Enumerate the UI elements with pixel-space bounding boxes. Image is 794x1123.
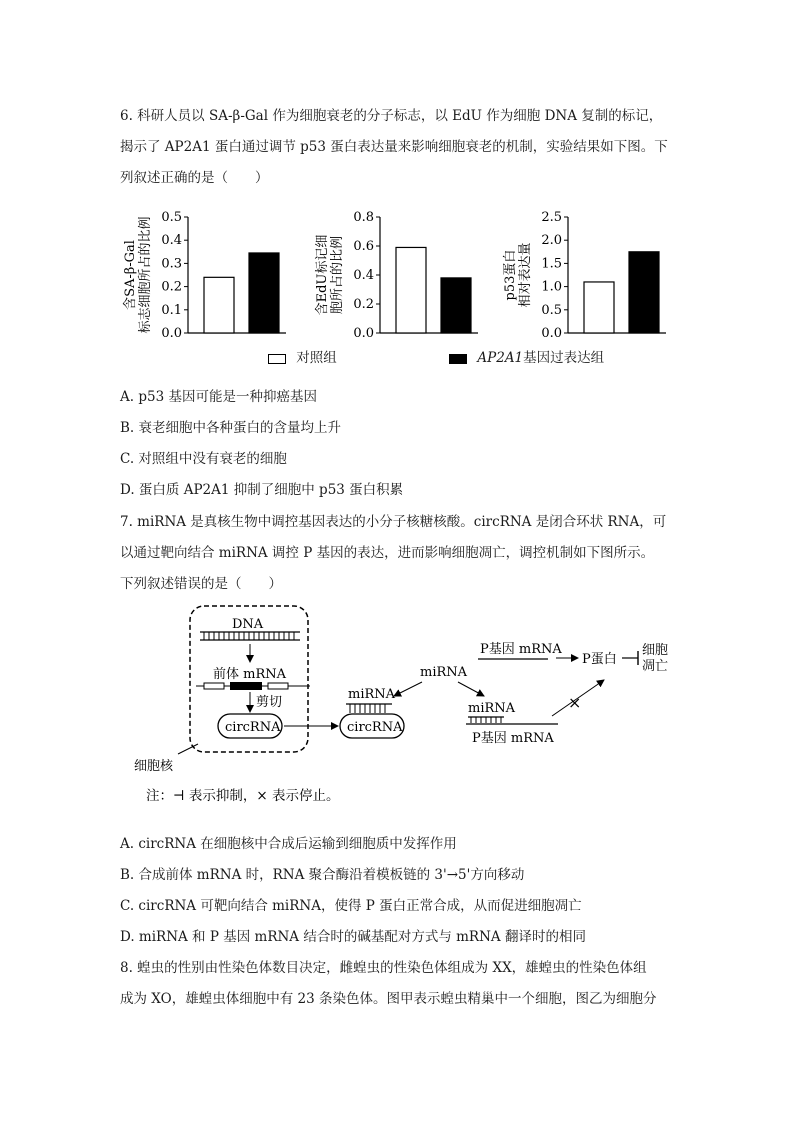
bar-2-overexpression [629, 252, 659, 333]
q7-stem-line-2: 以通过靶向结合 miRNA 调控 P 基因的表达，进而影响细胞凋亡，调控机制如下图所示。 [120, 545, 655, 561]
nucleus-label: 细胞核 [134, 759, 174, 774]
q6-stem-line-1: 6. 科研人员以 SA-β-Gal 作为细胞衰老的分子标志，以 EdU 作为细胞 DNA 复制的标记， [120, 108, 663, 124]
y-tick-label-0-5: 0.0 [161, 326, 182, 341]
legend-gene-name: AP2A1 [477, 350, 524, 366]
legend-swatch-overexpression [449, 354, 467, 364]
y-tick-label-2-2: 1.5 [541, 256, 562, 272]
p53-chart [498, 205, 678, 345]
bound-mirna-label: miRNA [348, 687, 396, 702]
y-tick-label-1-3: 0.2 [353, 297, 374, 312]
legend-swatch-control [268, 354, 286, 364]
y-axis-label-1-0: 含EdU标记细 [315, 234, 330, 316]
q6-stem-line-3: 列叙述正确的是（ ） [120, 170, 269, 186]
q6-option-d: D. 蛋白质 AP2A1 抑制了细胞中 p53 蛋白积累 [120, 482, 404, 498]
y-tick-label-1-0: 0.8 [353, 210, 374, 225]
circrna-cytoplasm-label: circRNA [347, 720, 403, 735]
stop-mark: × [568, 693, 582, 712]
pre-mrna-label: 前体 mRNA [213, 667, 287, 682]
bar-0-control [204, 277, 234, 333]
free-mirna-label: miRNA [420, 665, 468, 680]
y-tick-label-2-4: 0.5 [541, 302, 562, 318]
bar-1-overexpression [441, 278, 471, 333]
q6-option-c: C. 对照组中没有衰老的细胞 [120, 451, 287, 467]
edu-chart [310, 205, 490, 345]
q6-stem-line-2: 揭示了 AP2A1 蛋白通过调节 p53 蛋白表达量来影响细胞衰老的机制，实验结果如下图。下 [120, 139, 668, 155]
pre-mrna-strand [196, 682, 310, 690]
dna-double-helix [200, 632, 300, 640]
y-tick-label-2-5: 0.0 [541, 326, 562, 341]
apoptosis-label-2: 凋亡 [642, 659, 669, 674]
q6-option-b: B. 衰老细胞中各种蛋白的含量均上升 [120, 420, 342, 436]
y-tick-label-0-3: 0.2 [161, 279, 182, 295]
y-tick-label-1-1: 0.6 [353, 239, 374, 254]
y-tick-label-2-3: 1.0 [541, 279, 562, 295]
y-axis-label-1-1: 胞所占的比例 [330, 235, 345, 315]
y-tick-label-0-4: 0.1 [161, 302, 182, 318]
chart-legend [268, 346, 604, 366]
blocked-p-mrna-label: P基因 mRNA [472, 731, 554, 746]
splicing-label: 剪切 [256, 695, 283, 710]
circrna-nucleus-label: circRNA [225, 720, 281, 735]
p-mrna-label: P基因 mRNA [480, 642, 562, 657]
y-tick-label-1-2: 0.4 [353, 268, 374, 283]
bar-1-control [396, 247, 426, 333]
mirna-to-mrna-arrow [458, 682, 484, 696]
apoptosis-label-1: 细胞 [642, 643, 669, 658]
mirna-bound-to-p-mrna [466, 717, 558, 724]
y-axis-label-0-1: 标志细胞所占的比例 [138, 216, 153, 334]
y-tick-label-1-4: 0.0 [353, 326, 374, 341]
q8-stem-line-1: 8. 蝗虫的性别由性染色体数目决定，雌蝗虫的性染色体组成为 XX，雄蝗虫的性染色体组 [120, 960, 647, 976]
bound-mirna-on-mrna-label: miRNA [468, 701, 516, 716]
mirna-regulation-diagram [118, 604, 678, 819]
legend-gene-suffix: 基因过表达组 [523, 350, 605, 366]
mirna-to-circrna-arrow [394, 682, 422, 696]
bar-0-overexpression [249, 253, 279, 333]
figure-note: 注：⊣ 表示抑制，× 表示停止。 [146, 788, 340, 804]
y-tick-label-0-1: 0.4 [161, 233, 182, 249]
y-tick-label-2-1: 2.0 [541, 233, 562, 249]
legend-label-overexpression [477, 350, 604, 366]
dna-label: DNA [232, 617, 264, 632]
y-tick-label-0-0: 0.5 [161, 210, 182, 225]
p-protein-label: P蛋白 [582, 652, 617, 667]
mirna-bound-to-circrna [346, 704, 392, 713]
q8-stem-line-2: 成为 XO，雄蝗虫体细胞中有 23 条染色体。图甲表示蝗虫精巢中一个细胞，图乙为细胞分 [120, 991, 657, 1007]
bar-2-control [584, 282, 614, 333]
legend-label-control: 对照组 [296, 350, 337, 366]
q7-stem-line-3: 下列叙述错误的是（ ） [120, 576, 282, 592]
y-axis-label-2-1: 相对表达量 [518, 242, 533, 308]
y-tick-label-0-2: 0.3 [161, 256, 182, 272]
q7-option-b: B. 合成前体 mRNA 时，RNA 聚合酶沿着模板链的 3'→5'方向移动 [120, 867, 525, 883]
y-axis-label-2-0: p53蛋白 [503, 249, 518, 301]
sa-beta-gal-chart [118, 205, 298, 345]
q7-option-a: A. circRNA 在细胞核中合成后运输到细胞质中发挥作用 [120, 836, 457, 852]
q7-option-d: D. miRNA 和 P 基因 mRNA 结合时的碱基配对方式与 mRNA 翻译时的相同 [120, 929, 586, 945]
y-axis-label-0-0: 含SA-β-Gal [123, 240, 138, 310]
y-tick-label-2-0: 2.5 [541, 210, 562, 225]
nucleus-pointer [178, 744, 198, 754]
q7-stem-line-1: 7. miRNA 是真核生物中调控基因表达的小分子核糖核酸。circRNA 是闭合环状 RNA，可 [120, 514, 667, 530]
q7-option-c: C. circRNA 可靶向结合 miRNA，使得 P 蛋白正常合成，从而促进细胞凋亡 [120, 898, 582, 914]
q6-option-a: A. p53 基因可能是一种抑癌基因 [120, 389, 317, 405]
